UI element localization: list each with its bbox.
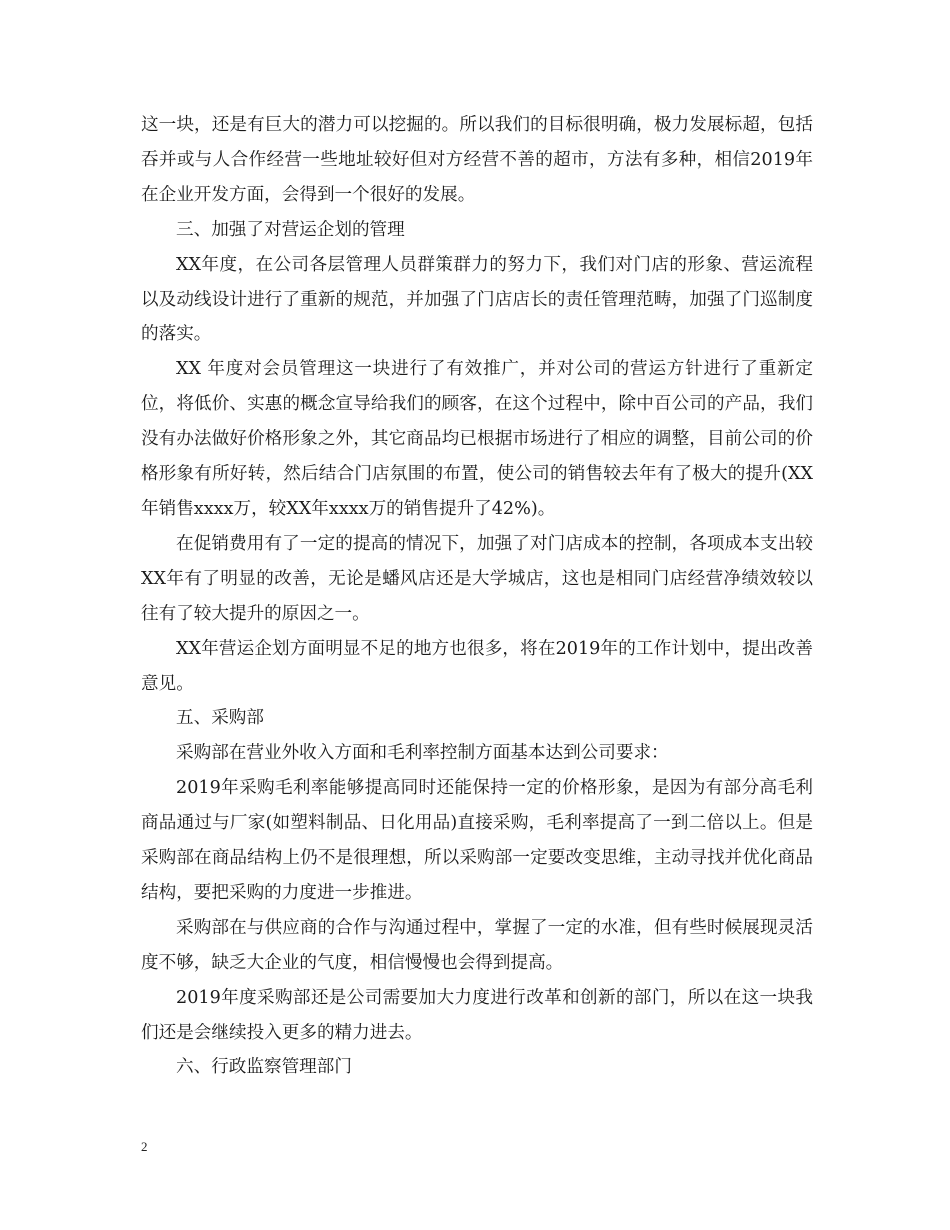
paragraph: 2019年度采购部还是公司需要加大力度进行改革和创新的部门，所以在这一块我们还是会继续投入更多的精力进去。 bbox=[141, 987, 813, 1043]
body-text bbox=[141, 108, 813, 1085]
section-heading-admin-supervision: 六、行政监察管理部门 bbox=[176, 1057, 352, 1078]
paragraph: XX年度，在公司各层管理人员群策群力的努力下，我们对门店的形象、营运流程以及动线设计进行了重新的规范，并加强了门店店长的责任管理范畴，加强了门巡制度的落实。 bbox=[141, 254, 813, 345]
section-heading-purchasing: 五、采购部 bbox=[176, 708, 264, 729]
paragraph: 在促销费用有了一定的提高的情况下，加强了对门店成本的控制，各项成本支出较XX年有了明显的改善，无论是蟠风店还是大学城店，这也是相同门店经营净绩效较以往有了较大提升的原因之一。 bbox=[141, 533, 813, 624]
paragraph: 采购部在营业外收入方面和毛利率控制方面基本达到公司要求： bbox=[176, 743, 669, 764]
paragraph: XX年营运企划方面明显不足的地方也很多，将在2019年的工作计划中，提出改善意见。 bbox=[141, 638, 813, 694]
paragraph: 2019年采购毛利率能够提高同时还能保持一定的价格形象，是因为有部分高毛利商品通过与厂家(如塑料制品、日化用品)直接采购，毛利率提高了一到二倍以上。但是采购部在商品结构上仍不是很理想，所以采购部一定要改变思维，主动寻找并优化商品结构，要把采购的力度进一步推进。 bbox=[141, 778, 813, 903]
paragraph-continuation: 这一块，还是有巨大的潜力可以挖掘的。所以我们的目标很明确，极力发展标超，包括吞并或与人合作经营一些地址较好但对方经营不善的超市，方法有多种，相信2019年在企业开发方面，会得到一个很好的发展。 bbox=[141, 115, 813, 205]
page-number: 2 bbox=[141, 1139, 148, 1154]
paragraph: XX 年度对会员管理这一块进行了有效推广，并对公司的营运方针进行了重新定位，将低价、实惠的概念宣导给我们的顾客，在这个过程中，除中百公司的产品，我们没有办法做好价格形象之外，其它商品均已根据市场进行了相应的调整，目前公司的价格形象有所好转，然后结合门店氛围的布置，使公司的销售较去年有了极大的提升(XX年销售xxxx万，较XX年xxxx万的销售提升了42%)。 bbox=[141, 359, 813, 519]
section-heading-operations-planning: 三、加强了对营运企划的管理 bbox=[176, 219, 405, 240]
paragraph: 采购部在与供应商的合作与沟通过程中，掌握了一定的水准，但有些时候展现灵活度不够，缺乏大企业的气度，相信慢慢也会得到提高。 bbox=[141, 917, 813, 973]
